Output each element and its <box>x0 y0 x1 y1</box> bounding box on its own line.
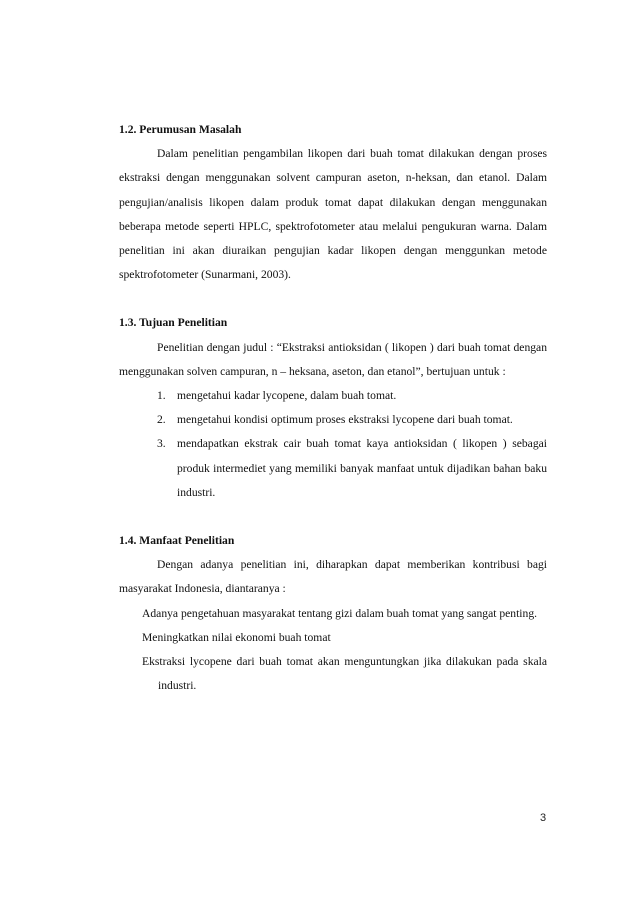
list-item <box>119 384 547 408</box>
list-item-text: mengetahui kondisi optimum proses ekstraksi lycopene dari buah tomat. <box>177 413 513 427</box>
list-item-text: mendapatkan ekstrak cair buah tomat kaya antioksidan ( likopen ) sebagai produk intermediet yang memiliki banyak manfaat untuk dijadikan bahan baku industri. <box>177 437 547 499</box>
section-heading-manfaat-penelitian: 1.4. Manfaat Penelitian <box>119 534 235 548</box>
section-heading-perumusan-masalah: 1.2. Perumusan Masalah <box>119 123 242 136</box>
list-item-number: 3. <box>157 437 166 451</box>
list-item-text: mengetahui kadar lycopene, dalam buah tomat. <box>177 389 397 402</box>
section-heading-tujuan-penelitian: 1.3. Tujuan Penelitian <box>119 316 228 330</box>
list-item: Adanya pengetahuan masyarakat tentang gizi dalam buah tomat yang sangat penting. <box>142 606 538 620</box>
list-item <box>119 408 547 432</box>
list-item-number: 1. <box>157 389 166 402</box>
list-item: Meningkatkan nilai ekonomi buah tomat <box>142 630 331 644</box>
benefits-list <box>119 602 547 699</box>
page-number: 3 <box>540 812 547 824</box>
paragraph-tujuan-penelitian: Penelitian dengan judul : “Ekstraksi antioksidan ( likopen ) dari buah tomat dengan menggunakan solven campuran, n – heksana, aseton, dan etanol”, bertujuan untuk : <box>119 340 547 378</box>
objectives-list <box>119 384 547 505</box>
list-item: Ekstraksi lycopene dari buah tomat akan menguntungkan jika dilakukan pada skala industri. <box>142 655 547 693</box>
paragraph-perumusan-masalah: Dalam penelitian pengambilan likopen dari buah tomat dilakukan dengan proses ekstraksi dengan menggunakan solvent campuran aseton, n-heksan, dan etanol. Dalam pengujian/analisis likopen dalam produk tomat dapat dilakukan dengan menggunakan beberapa metode seperti HPLC, spektrofotometer atau melalui pengukuran warna. Dalam penelitian ini akan diuraikan pengujian kadar likopen dengan menggunkan metode spektrofotometer (Sunarmani, 2003). <box>119 147 547 282</box>
list-item <box>119 432 547 505</box>
page-content <box>119 118 547 698</box>
list-item-number: 2. <box>157 413 166 427</box>
paragraph-manfaat-penelitian: Dengan adanya penelitian ini, diharapkan dapat memberikan kontribusi bagi masyarakat Indonesia, diantaranya : <box>119 558 547 596</box>
